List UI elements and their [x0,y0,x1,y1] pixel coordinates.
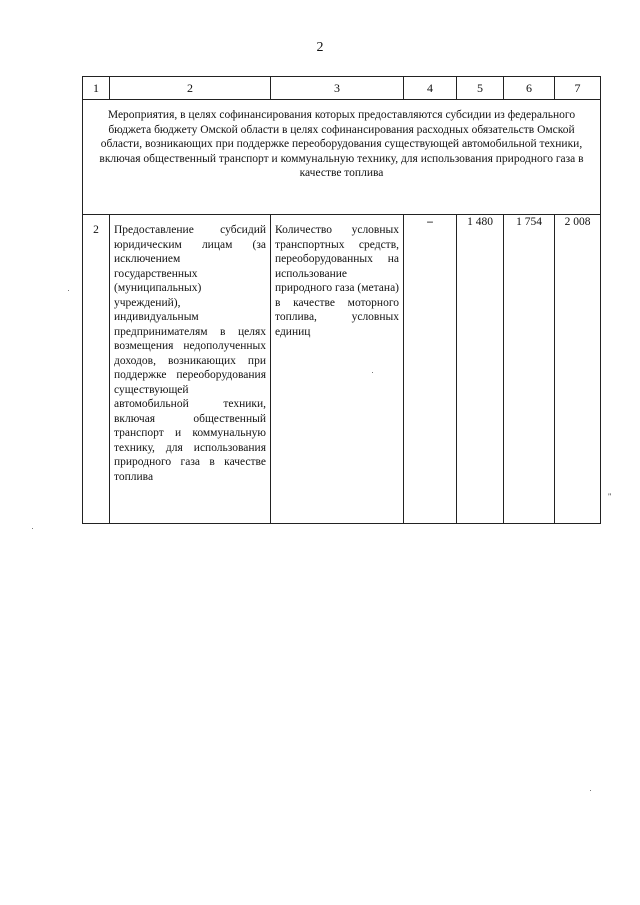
page-number: 2 [316,40,324,55]
column-header: 2 [110,77,271,100]
value-cell-col4: – [404,215,457,524]
subsidy-table [82,76,601,524]
scan-speck [372,372,373,373]
column-header: 6 [504,77,555,100]
column-header: 1 [83,77,110,100]
event-cell: Предоставление субсидий юридическим лицам (за исключением государственных (муниципальных) учреждений), индивидуальным предпринимателям в целях возмещения недополученных доходов, возникающих при поддержке переоборудования существующей автомобильной техники, включая общественный транспорт и коммунальную технику, для использования природного газа в качестве топлива [110,215,271,524]
scan-speck [68,290,69,291]
indicator-cell: Количество условных транспортных средств, переоборудованных на использование природного газа (метана) в качестве моторного топлива, условных единиц [271,215,404,524]
column-header: 7 [555,77,601,100]
scan-speck [590,790,591,791]
column-header: 5 [457,77,504,100]
column-header: 3 [271,77,404,100]
closing-quote: " [608,492,612,501]
value-cell-col5: 1 480 [457,215,504,524]
value-cell-col6: 1 754 [504,215,555,524]
table-row [83,215,601,524]
scan-speck [32,528,33,529]
value-cell-col7: 2 008 [555,215,601,524]
row-number: 2 [83,215,110,524]
column-header: 4 [404,77,457,100]
section-title: Мероприятия, в целях софинансирования которых предоставляются субсидии из федерального бюджета бюджету Омской области в целях софинансирования расходных обязательств Омской области, возникающих при поддержке переоборудования существующей автомобильной техники, включая общественный транспорт и коммунальную технику, для использования природного газа в качестве топлива [83,100,601,215]
table-header-row [83,77,601,100]
section-title-row [83,100,601,215]
